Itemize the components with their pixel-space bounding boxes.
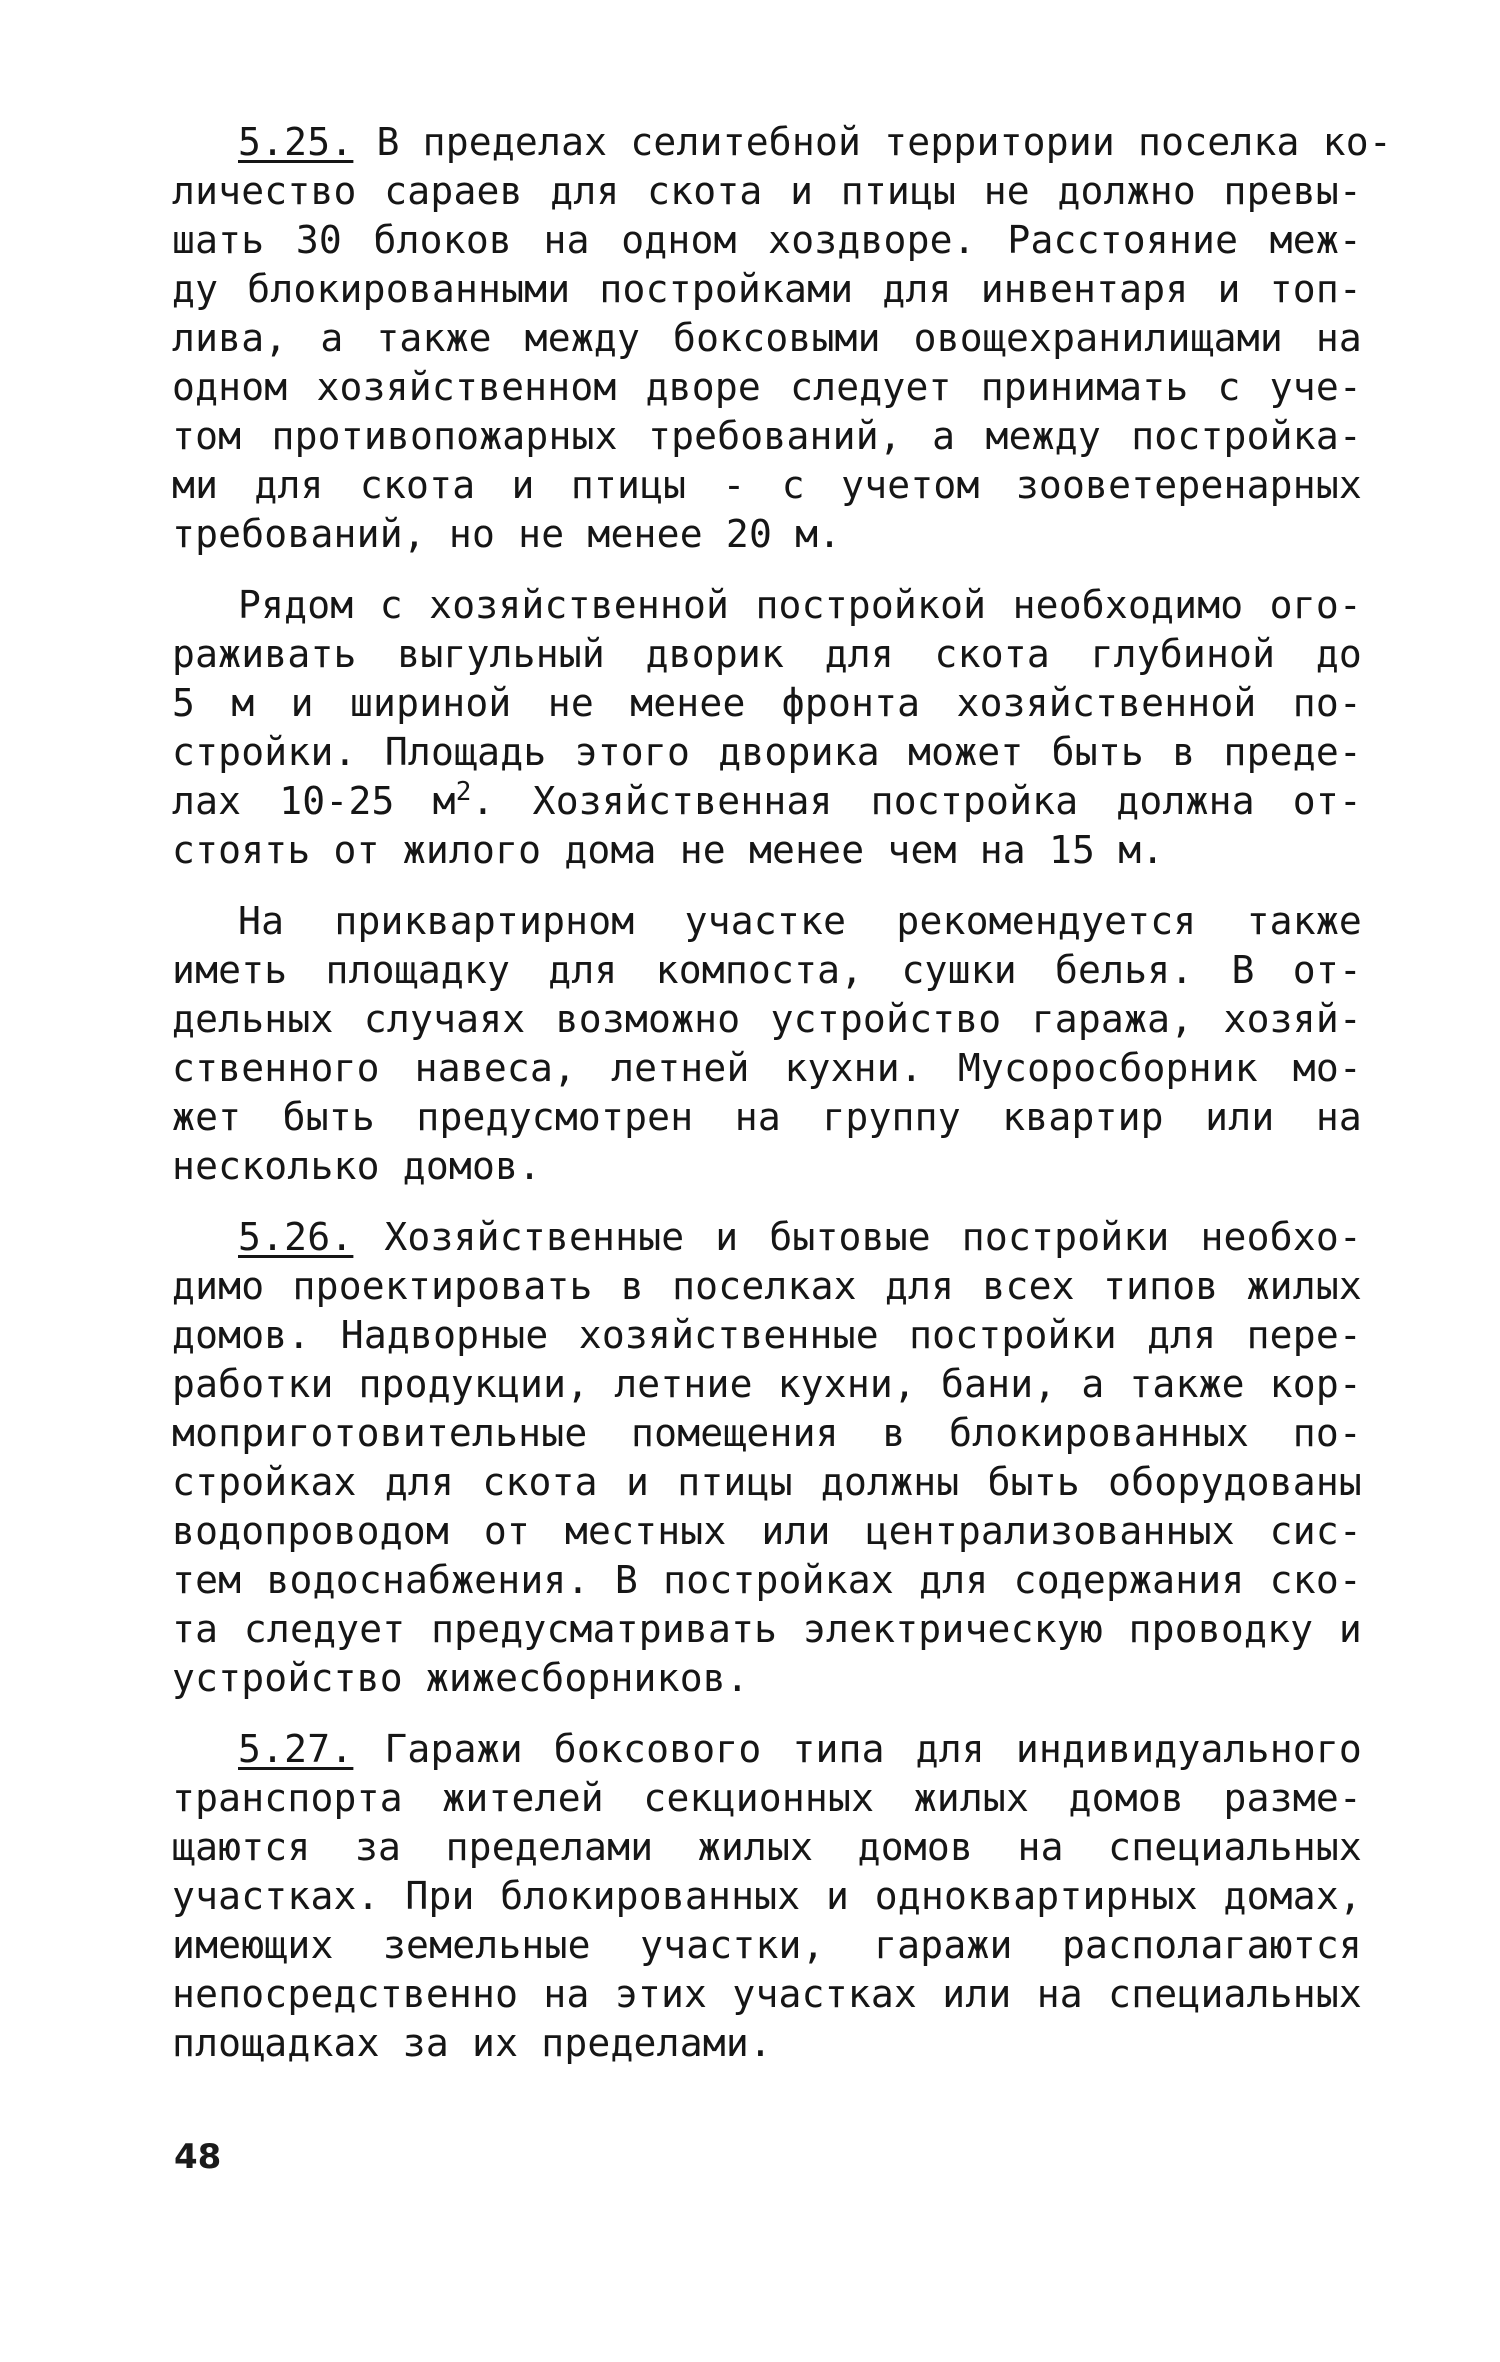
text-line: раживать выгульный дворик для скота глубиной до: [172, 632, 1362, 676]
paragraph-5-25: [172, 118, 1392, 559]
text-line: водопроводом от местных или централизованных сис-: [172, 1509, 1362, 1553]
text-line: жет быть предусмотрен на группу квартир или на: [172, 1095, 1362, 1139]
text-line: том противопожарных требований, а между постройка-: [172, 414, 1362, 458]
line-text: Гаражи боксового типа для индивидуального: [384, 1727, 1363, 1771]
text-line: несколько домов.: [172, 1144, 542, 1188]
text-line: транспорта жителей секционных жилых домов разме-: [172, 1776, 1362, 1820]
text-line: непосредственно на этих участках или на специальных: [172, 1972, 1362, 2016]
text-line: моприготовительные помещения в блокированных по-: [172, 1411, 1362, 1455]
page-number: 48: [174, 2137, 222, 2177]
text-line: стоять от жилого дома не менее чем на 15 м.: [172, 828, 1165, 872]
text-line: лива, а также между боксовыми овощехранилищами на: [172, 316, 1362, 360]
text-line: [172, 118, 1392, 167]
text-line: требований, но не менее 20 м.: [172, 512, 842, 556]
superscript: 2: [455, 777, 472, 807]
paragraph-yard: [172, 581, 1362, 875]
text-line: ственного навеса, летней кухни. Мусоросборник мо-: [172, 1046, 1362, 1090]
clause-number: 5.27.: [238, 1727, 354, 1771]
line-text: В пределах селитебной территории поселка ко-: [376, 120, 1392, 164]
paragraph-5-26: [172, 1213, 1362, 1703]
text-line: [172, 1213, 1362, 1262]
text-line: иметь площадку для компоста, сушки белья. В от-: [172, 948, 1362, 992]
text-line: стройках для скота и птицы должны быть оборудованы: [172, 1460, 1362, 1504]
clause-number: 5.25.: [238, 120, 354, 164]
text-line: [172, 1725, 1362, 1774]
line-text: Хозяйственные и бытовые постройки необхо-: [384, 1215, 1363, 1259]
line-text: лах 10-25 м: [172, 779, 456, 823]
paragraph-5-27: [172, 1725, 1362, 2068]
document-page: [172, 118, 1392, 2068]
text-line: ми для скота и птицы - с учетом зооветеренарных: [172, 463, 1362, 507]
text-line: домов. Надворные хозяйственные постройки для пере-: [172, 1313, 1362, 1357]
text-line: димо проектировать в поселках для всех типов жилых: [172, 1264, 1362, 1308]
text-line: стройки. Площадь этого дворика может быть в преде-: [172, 730, 1362, 774]
text-line: [172, 777, 1362, 826]
text-line: одном хозяйственном дворе следует принимать с уче-: [172, 365, 1362, 409]
text-line: площадках за их пределами.: [172, 2021, 773, 2065]
text-line: шать 30 блоков на одном хоздворе. Расстояние меж-: [172, 218, 1362, 262]
text-line: На приквартирном участке рекомендуется также: [238, 899, 1362, 943]
text-line: работки продукции, летние кухни, бани, а также кор-: [172, 1362, 1362, 1406]
text-line: личество сараев для скота и птицы не должно превы-: [172, 169, 1362, 213]
line-text: . Хозяйственная постройка должна от-: [471, 779, 1362, 823]
text-line: тем водоснабжения. В постройках для содержания ско-: [172, 1558, 1362, 1602]
text-line: участках. При блокированных и одноквартирных домах,: [172, 1874, 1362, 1918]
clause-number: 5.26.: [238, 1215, 354, 1259]
text-line: устройство жижесборников.: [172, 1656, 749, 1700]
text-line: имеющих земельные участки, гаражи располагаются: [172, 1923, 1362, 1967]
text-line: Рядом с хозяйственной постройкой необходимо ого-: [238, 583, 1362, 627]
text-line: та следует предусматривать электрическую проводку и: [172, 1607, 1362, 1651]
paragraph-plot: [172, 897, 1362, 1191]
text-line: ду блокированными постройками для инвентаря и топ-: [172, 267, 1362, 311]
text-line: щаются за пределами жилых домов на специальных: [172, 1825, 1362, 1869]
text-line: дельных случаях возможно устройство гаража, хозяй-: [172, 997, 1362, 1041]
text-line: 5 м и шириной не менее фронта хозяйственной по-: [172, 681, 1362, 725]
